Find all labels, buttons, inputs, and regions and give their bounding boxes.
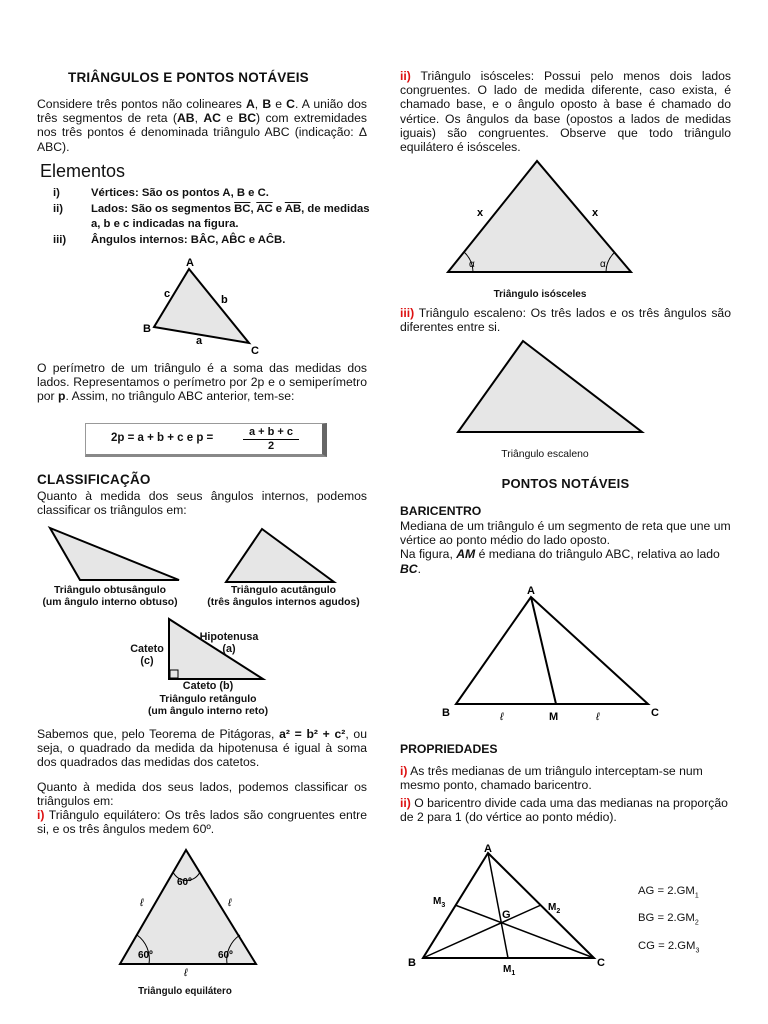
m2-label: $M_2$: [548, 902, 561, 915]
acutangulo-caption: Triângulo acutângulo (três ângulos internos agudos): [207, 585, 360, 608]
side-b-label: b: [221, 294, 228, 306]
cateto-b-label: Cateto (b): [182, 680, 234, 692]
equilatero-figure: [110, 840, 270, 980]
side-left-label: ℓ: [140, 897, 144, 909]
side-c-label: c: [164, 288, 171, 300]
m3-label: $M_3$: [433, 896, 446, 909]
baricentro-paragraph: Mediana de um triângulo é um segmento de reta que une um vértice ao ponto médio do lado oposto. Na figura, AM é mediana do triângulo ABC, relativa ao lado BC.: [400, 519, 731, 576]
angle-top-label: 60º: [177, 877, 192, 888]
vertex-b-label: B: [408, 957, 416, 969]
pontos-notaveis-heading: PONTOS NOTÁVEIS: [501, 476, 630, 491]
isosceles-caption: Triângulo isósceles: [493, 289, 587, 300]
median-am-line: [531, 597, 556, 704]
baricentro-equations: [638, 880, 699, 962]
vertex-c-label: C: [651, 707, 659, 719]
hipotenusa-label: Hipotenusa (a): [199, 631, 259, 655]
vertex-b-label: B: [442, 707, 450, 719]
baricentro-figure: [400, 840, 615, 980]
elementos-list: [53, 186, 373, 248]
side-base-label: ℓ: [184, 967, 188, 979]
half-side-right-label: ℓ: [596, 711, 600, 723]
equilatero-paragraph: i) Triângulo equilátero: Os três lados são congruentes entre si, e os três ângulos medem 60º.: [37, 808, 367, 837]
page-title: TRIÂNGULOS E PONTOS NOTÁVEIS: [68, 70, 309, 85]
vertex-c-label: C: [251, 345, 259, 357]
angle-right-label: 60º: [218, 950, 233, 961]
intro-paragraph: Considere três pontos não colineares A, B e C. A união dos três segmentos de reta (AB, AC e BC) com extremidades nos três pontos é denominada triângulo ABC (indicação: Δ ABC).: [37, 97, 367, 154]
escaleno-paragraph: iii) Triângulo escaleno: Os três lados e os três ângulos são diferentes entre si.: [400, 306, 731, 335]
elemento-item: ii) Lados: São os segmentos $\overline{BC}$, $\overline{AC}$ e $\overline{AB}$, de medidas a, b e c indicadas na figura.: [53, 202, 370, 230]
vertex-a-label: A: [527, 585, 535, 597]
equation-ag: AG = $2.GM_1$: [638, 885, 699, 900]
vertex-a-label: A: [186, 257, 194, 269]
triangle-abc-figure: [135, 255, 270, 360]
lados-paragraph: Quanto à medida dos seus lados, podemos classificar os triângulos em:: [37, 780, 367, 809]
propriedade-2-paragraph: ii) O baricentro divide cada uma das medianas na proporção de 2 para 1 (do vértice ao ponto médio).: [400, 796, 728, 825]
obtusangulo-caption: Triângulo obtusângulo (um ângulo interno obtuso): [42, 585, 178, 608]
equilatero-caption: Triângulo equilátero: [138, 986, 232, 997]
alpha-right-label: α: [600, 259, 606, 270]
classificacao-paragraph: Quanto à medida dos seus ângulos internos, podemos classificar os triângulos em:: [37, 489, 367, 518]
pitagoras-paragraph: Sabemos que, pelo Teorema de Pitágoras, a² = b² + c², ou seja, o quadrado da medida da hipotenusa é igual à soma dos quadrados das medidas dos catetos.: [37, 727, 367, 770]
vertex-c-label: C: [597, 957, 605, 969]
isosceles-paragraph: ii) Triângulo isósceles: Possui pelo menos dois lados congruentes. O lado de medida diferente, caso exista, é chamado base, e o ângulo oposto à base é chamado do vértice. Os ângulos da base (opostos a lados de medidas iguais) são congruentes. Observe que todo triângulo equilátero é isósceles.: [400, 69, 731, 155]
m1-label: $M_1$: [503, 964, 516, 977]
vertex-a-label: A: [484, 843, 492, 855]
propriedades-heading: PROPRIEDADES: [400, 742, 498, 756]
half-side-left-label: ℓ: [500, 711, 504, 723]
perimetro-paragraph: O perímetro de um triângulo é a soma das medidas dos lados. Representamos o perímetro por 2p e o semiperímetro por p. Assim, no triângulo ABC anterior, tem-se:: [37, 361, 367, 404]
propriedade-1-paragraph: i) As três medianas de um triângulo interceptam-se num mesmo ponto, chamado baricentro.: [400, 764, 703, 793]
midpoint-m-label: M: [549, 711, 559, 723]
side-x-right-label: x: [592, 207, 599, 219]
side-x-left-label: x: [477, 207, 484, 219]
retangulo-caption: Triângulo retângulo (um ângulo interno reto): [147, 694, 269, 717]
classificacao-heading: CLASSIFICAÇÃO: [37, 472, 151, 487]
elemento-item: i) Vértices: São os pontos A, B e C.: [53, 187, 269, 199]
side-right-label: ℓ: [228, 897, 232, 909]
vertex-b-label: B: [143, 323, 151, 335]
cateto-c-label: Cateto (c): [130, 643, 164, 667]
acutangulo-figure: [222, 526, 340, 586]
equation-cg: CG = $2.GM_3$: [638, 939, 700, 954]
centroid-g-label: G: [502, 909, 511, 921]
escaleno-caption: Triângulo escaleno: [501, 449, 589, 460]
formula-fraction: a + b + c 2: [243, 426, 299, 453]
elementos-heading: Elementos: [40, 161, 126, 181]
mediana-figure: [436, 582, 666, 726]
perimetro-formula: 2p = a + b + c e p = a + b + c 2: [85, 423, 327, 457]
isosceles-figure: [440, 155, 640, 280]
obtusangulo-figure: [40, 524, 185, 584]
equation-bg: BG = $2.GM_2$: [638, 912, 699, 927]
angle-left-label: 60º: [138, 950, 153, 961]
baricentro-heading: BARICENTRO: [400, 504, 482, 518]
escaleno-figure: [450, 335, 650, 440]
alpha-left-label: α: [469, 259, 475, 270]
side-a-label: a: [196, 335, 203, 347]
elemento-item: iii) Ângulos internos: BÂC, AB̂C e AĈB.: [53, 233, 286, 246]
